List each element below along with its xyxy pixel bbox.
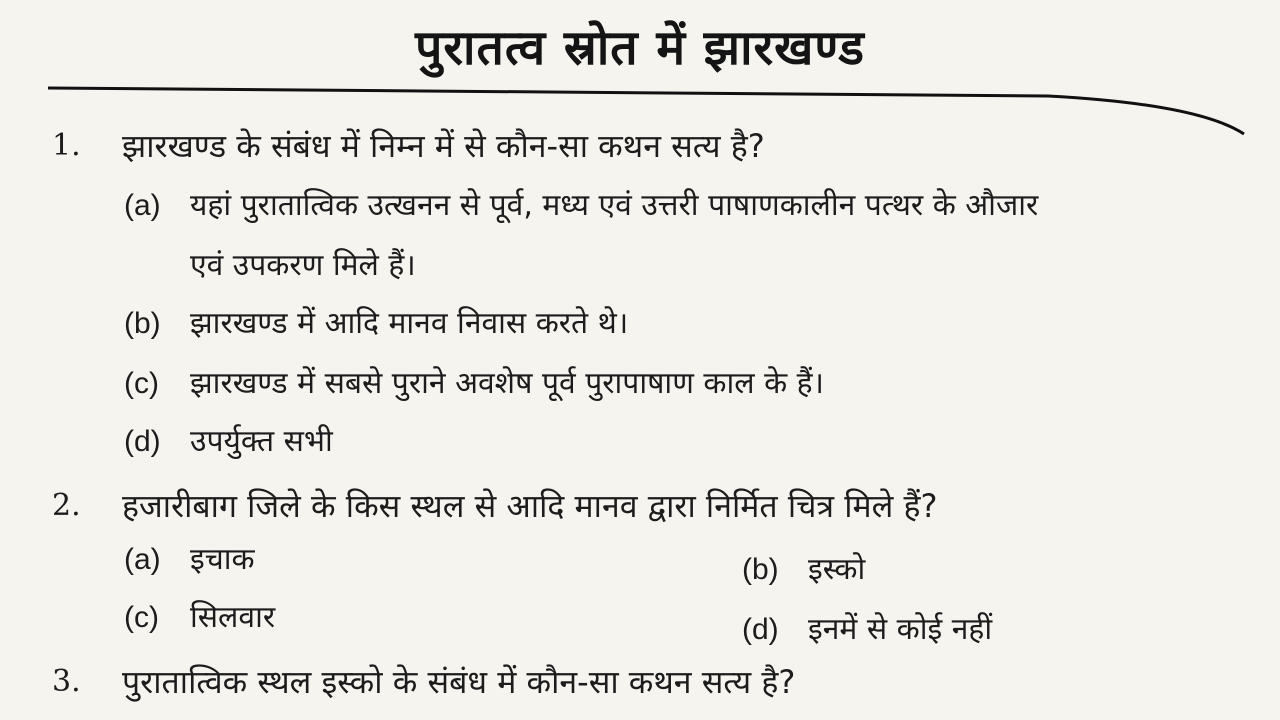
option-label: (d) (124, 425, 161, 458)
q1-option-c[interactable] (124, 362, 824, 406)
option-text: उपर्युक्त सभी (190, 424, 333, 459)
q2-option-b[interactable] (742, 548, 865, 592)
option-text: इस्को (808, 552, 866, 587)
question-number: 3. (52, 664, 81, 699)
q1-option-b[interactable] (124, 302, 628, 346)
option-text: इचाक (190, 542, 255, 577)
option-text: इनमें से कोई नहीं (808, 612, 993, 647)
q1-option-d[interactable] (124, 420, 333, 464)
q2-option-c[interactable] (124, 596, 275, 640)
option-text: सिलवार (190, 600, 276, 635)
option-text: झारखण्ड में आदि मानव निवास करते थे। (190, 306, 629, 341)
q2-option-a[interactable] (124, 538, 255, 582)
question-text: झारखण्ड के संबंध में निम्न में से कौन-सा कथन सत्य है? (122, 127, 765, 165)
option-label: (b) (742, 553, 779, 586)
q1-option-a[interactable] (124, 184, 1038, 228)
option-label: (a) (124, 543, 161, 576)
page-title: पुरातत्व स्रोत में झारखण्ड (415, 20, 865, 76)
option-label: (c) (124, 601, 159, 634)
question-number: 2. (52, 488, 81, 523)
option-label: (c) (124, 367, 159, 400)
question-number: 1. (52, 128, 81, 163)
question-text: पुरातात्विक स्थल इस्को के संबंध में कौन-सा कथन सत्य है? (122, 663, 796, 701)
question-text: हजारीबाग जिले के किस स्थल से आदि मानव द्वारा निर्मित चित्र मिले हैं? (122, 487, 938, 525)
option-label: (b) (124, 307, 161, 340)
option-label: (a) (124, 189, 161, 222)
option-text: झारखण्ड में सबसे पुराने अवशेष पूर्व पुरापाषाण काल के हैं। (190, 366, 824, 401)
option-label: (d) (742, 613, 779, 646)
option-text: यहां पुरातात्विक उत्खनन से पूर्व, मध्य एवं उत्तरी पाषाणकालीन पत्थर के औजार (190, 188, 1039, 223)
q2-option-d[interactable] (742, 608, 992, 652)
q1-option-a-continuation: एवं उपकरण मिले हैं। (190, 248, 416, 283)
